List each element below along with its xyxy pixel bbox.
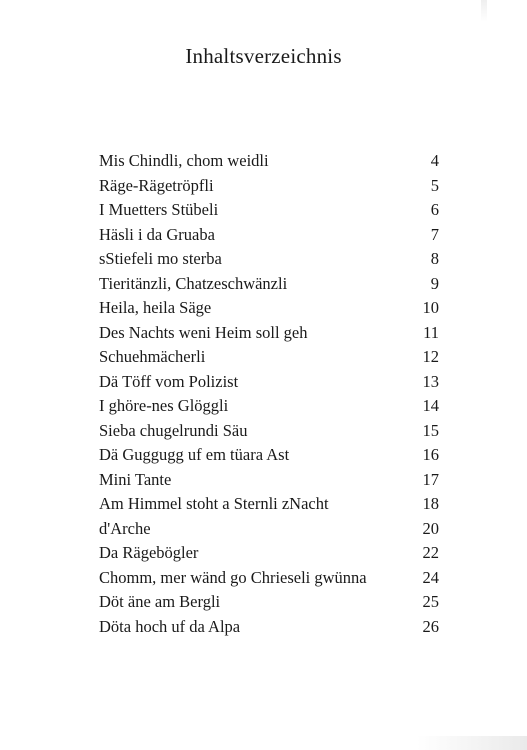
toc-entry-title: Räge-Rägetröpfli (99, 175, 214, 195)
toc-entry-title: Döt äne am Bergli (99, 592, 221, 611)
page-title: Inhaltsverzeichnis (185, 44, 342, 68)
toc-entry (99, 370, 439, 395)
toc-entry-page-number: 7 (430, 224, 439, 244)
toc-entry (99, 590, 439, 615)
toc-entry (99, 541, 439, 566)
toc-entry (99, 272, 439, 297)
toc-entry (99, 566, 439, 591)
toc-entry-title: Schuehmächerli (99, 347, 206, 366)
toc-entry-page-number: 4 (430, 151, 439, 170)
toc-entry-page-number: 10 (422, 298, 439, 317)
toc-entry-page-number: 17 (422, 469, 439, 489)
toc-entry-page-number: 14 (422, 396, 439, 415)
toc-entry (99, 492, 439, 517)
page-edge-shadow (481, 0, 487, 22)
toc-entry-title: Mis Chindli, chom weidli (99, 151, 269, 170)
toc-entry (99, 247, 439, 272)
toc-entry-title: Sieba chugelrundi Säu (99, 420, 248, 440)
page-corner-shadow (417, 736, 527, 750)
toc-entry (99, 198, 439, 223)
toc-entry-page-number: 11 (423, 322, 439, 342)
toc-entry-page-number: 22 (422, 543, 439, 562)
toc-entry-page-number: 18 (422, 494, 439, 513)
toc-entry-page-number: 9 (430, 273, 439, 293)
toc-entry-page-number: 6 (430, 200, 439, 219)
toc-entry-page-number: 5 (430, 175, 439, 195)
toc-entry (99, 174, 439, 199)
toc-entry-page-number: 12 (422, 347, 439, 366)
toc-entry (99, 615, 439, 640)
toc-entry-title: d'Arche (99, 518, 151, 538)
toc-entry-title: Häsli i da Gruaba (99, 224, 215, 244)
toc-entry-title: Mini Tante (99, 469, 172, 489)
toc-entry-page-number: 20 (422, 518, 439, 538)
toc-entry-title: I Muetters Stübeli (99, 200, 219, 219)
toc-entry-title: Tieritänzli, Chatzeschwänzli (99, 273, 288, 293)
toc-entry-page-number: 8 (430, 249, 439, 268)
toc-entry (99, 149, 439, 174)
toc-entry-page-number: 26 (422, 616, 439, 636)
toc-entry-title: I ghöre-nes Glöggli (99, 396, 229, 415)
toc-entry-page-number: 16 (422, 445, 439, 464)
toc-entry-title: Dä Guggugg uf em tüara Ast (99, 445, 290, 464)
toc-entry-title: sStiefeli mo sterba (99, 249, 222, 268)
toc-entry-page-number: 15 (422, 420, 439, 440)
toc-entry-page-number: 24 (422, 567, 439, 587)
toc-entry-page-number: 25 (422, 592, 439, 611)
toc-entry (99, 321, 439, 346)
toc-entry-page-number: 13 (422, 371, 439, 391)
toc-entry-title: Am Himmel stoht a Sternli zNacht (99, 494, 329, 513)
toc-entry-title: Des Nachts weni Heim soll geh (99, 322, 308, 342)
toc-entry (99, 468, 439, 493)
toc-entry-title: Döta hoch uf da Alpa (99, 616, 241, 636)
toc-entry (99, 345, 439, 370)
toc-entry-title: Chomm, mer wänd go Chrieseli gwünna (99, 567, 367, 587)
toc-entry (99, 443, 439, 468)
toc-entry (99, 517, 439, 542)
toc-entry-title: Da Rägebögler (99, 543, 199, 562)
table-of-contents (99, 149, 439, 639)
toc-entry (99, 223, 439, 248)
toc-entry (99, 394, 439, 419)
toc-entry (99, 419, 439, 444)
toc-entry-title: Dä Töff vom Polizist (99, 371, 239, 391)
toc-entry-title: Heila, heila Säge (99, 298, 212, 317)
toc-entry (99, 296, 439, 321)
